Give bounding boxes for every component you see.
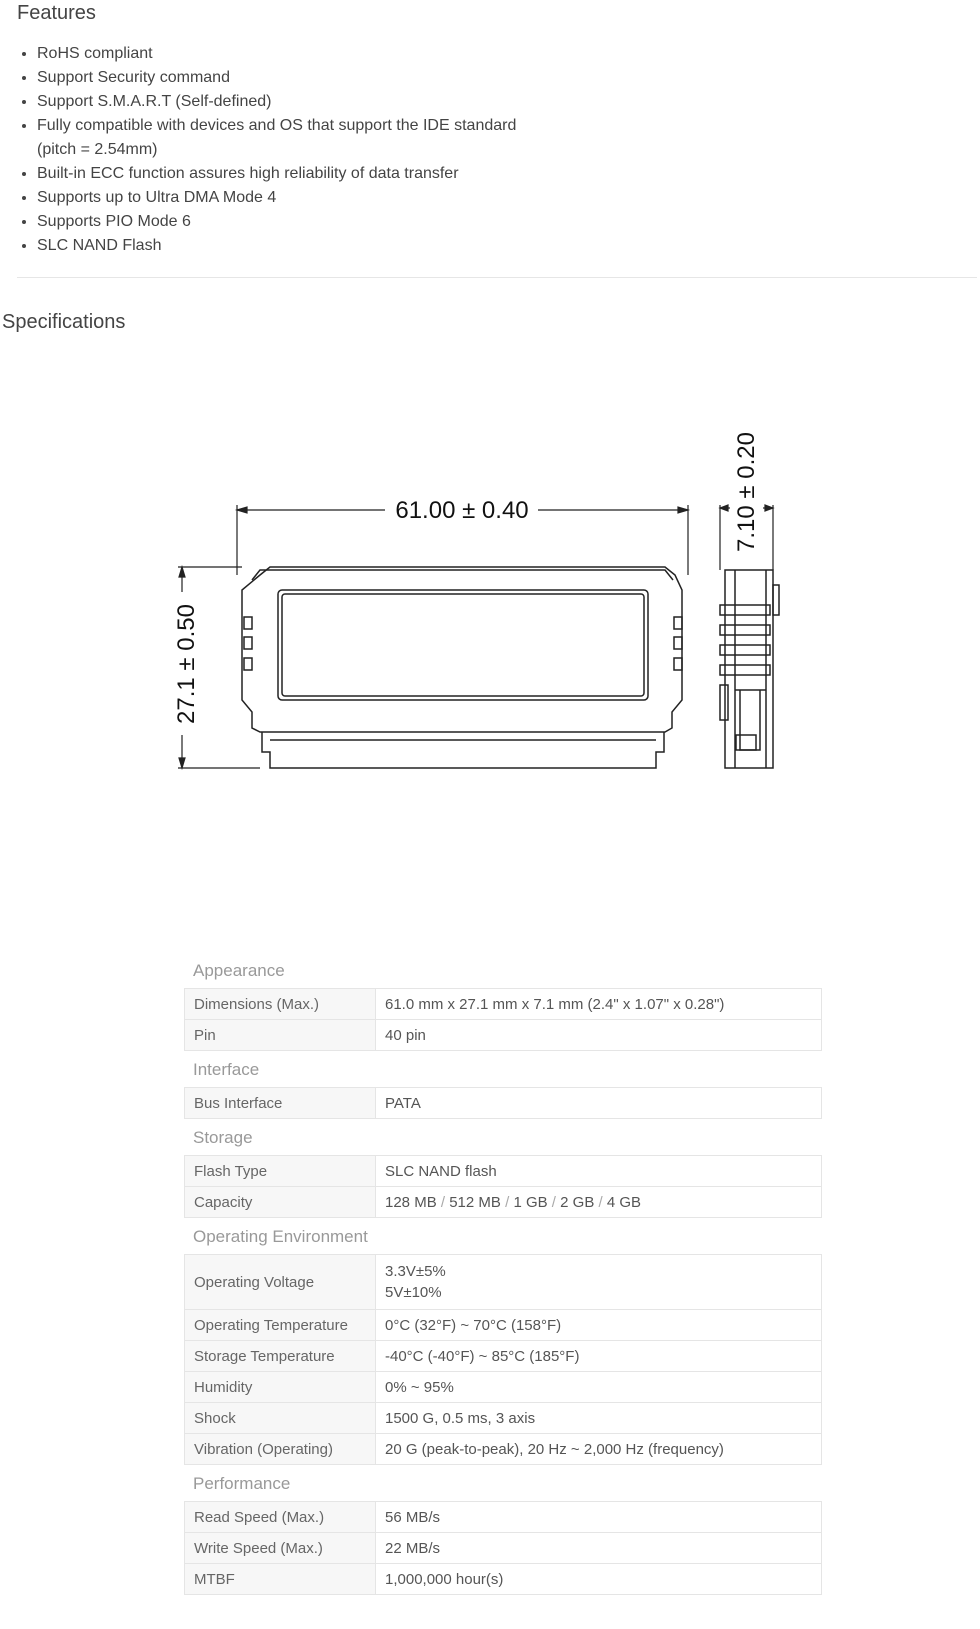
spec-value: 3.3V±5% 5V±10% xyxy=(376,1255,822,1310)
table-row xyxy=(185,1020,822,1051)
spec-label: Bus Interface xyxy=(185,1088,376,1119)
width-dimension-label: 61.00 ± 0.40 xyxy=(395,497,529,524)
spec-value: 61.0 mm x 27.1 mm x 7.1 mm (2.4" x 1.07" x 0.28") xyxy=(376,989,822,1020)
table-row xyxy=(185,1564,822,1595)
spec-label: Capacity xyxy=(185,1187,376,1218)
capacity-option: 4 GB xyxy=(606,1193,642,1211)
spec-value: 1,000,000 hour(s) xyxy=(376,1564,822,1595)
spec-table-environment xyxy=(184,1254,822,1465)
table-row xyxy=(185,1502,822,1533)
feature-item: • Built-in ECC function assures high reliability of data transfer xyxy=(37,162,516,186)
spec-table-interface xyxy=(184,1087,822,1119)
table-row xyxy=(185,1255,822,1310)
spec-value xyxy=(376,1187,822,1218)
feature-item: • RoHS compliant xyxy=(37,42,516,66)
spec-label: Dimensions (Max.) xyxy=(185,989,376,1020)
capacity-separator: / xyxy=(440,1193,446,1211)
features-list xyxy=(17,42,516,258)
table-row xyxy=(185,1434,822,1465)
section-divider xyxy=(17,277,977,278)
feature-item: • SLC NAND Flash xyxy=(37,234,516,258)
table-row xyxy=(185,1341,822,1372)
spec-label: Flash Type xyxy=(185,1156,376,1187)
spec-label: MTBF xyxy=(185,1564,376,1595)
table-row xyxy=(185,1533,822,1564)
spec-label: Pin xyxy=(185,1020,376,1051)
spec-value: 56 MB/s xyxy=(376,1502,822,1533)
spec-label: Humidity xyxy=(185,1372,376,1403)
spec-label: Write Speed (Max.) xyxy=(185,1533,376,1564)
spec-value: 0°C (32°F) ~ 70°C (158°F) xyxy=(376,1310,822,1341)
feature-item: • Supports up to Ultra DMA Mode 4 xyxy=(37,186,516,210)
feature-item: • Support S.M.A.R.T (Self-defined) xyxy=(37,90,516,114)
spec-value: SLC NAND flash xyxy=(376,1156,822,1187)
spec-group-title-storage: Storage xyxy=(193,1128,253,1147)
table-row xyxy=(185,1088,822,1119)
capacity-option: 512 MB xyxy=(449,1193,501,1211)
capacity-option: 128 MB xyxy=(385,1193,437,1211)
spec-label: Read Speed (Max.) xyxy=(185,1502,376,1533)
table-row xyxy=(185,989,822,1020)
table-row xyxy=(185,1403,822,1434)
features-heading: Features xyxy=(17,2,96,24)
spec-value: PATA xyxy=(376,1088,822,1119)
spec-table-container xyxy=(184,958,822,1599)
thickness-dimension-label: 7.10 ± 0.20 xyxy=(733,432,760,552)
spec-value: 0% ~ 95% xyxy=(376,1372,822,1403)
spec-value: 1500 G, 0.5 ms, 3 axis xyxy=(376,1403,822,1434)
table-row xyxy=(185,1310,822,1341)
height-dimension-label: 27.1 ± 0.50 xyxy=(173,604,200,724)
table-row xyxy=(185,1156,822,1187)
spec-group-title-environment: Operating Environment xyxy=(193,1227,368,1246)
capacity-separator: / xyxy=(505,1193,510,1211)
capacity-option: 2 GB xyxy=(560,1193,595,1211)
spec-group-title-interface: Interface xyxy=(193,1060,260,1079)
spec-table-performance xyxy=(184,1501,822,1595)
feature-item: • Fully compatible with devices and OS that support the IDE standard (pitch = 2.54mm) xyxy=(37,114,516,162)
spec-group-title-appearance: Appearance xyxy=(193,961,285,980)
spec-value: 22 MB/s xyxy=(376,1533,822,1564)
spec-label: Operating Temperature xyxy=(185,1310,376,1341)
spec-label: Vibration (Operating) xyxy=(185,1434,376,1465)
feature-item-continuation: (pitch = 2.54mm) xyxy=(37,141,158,158)
dimension-drawing xyxy=(170,430,830,810)
feature-item: • Support Security command xyxy=(37,66,516,90)
spec-group-title-performance: Performance xyxy=(193,1474,291,1493)
specifications-heading: Specifications xyxy=(2,311,126,333)
feature-item: • Supports PIO Mode 6 xyxy=(37,210,516,234)
capacity-option: 1 GB xyxy=(513,1193,548,1211)
capacity-separator: / xyxy=(598,1193,603,1211)
spec-value: 20 G (peak-to-peak), 20 Hz ~ 2,000 Hz (frequency) xyxy=(376,1434,822,1465)
spec-label: Shock xyxy=(185,1403,376,1434)
table-row xyxy=(185,1187,822,1218)
spec-label: Storage Temperature xyxy=(185,1341,376,1372)
capacity-separator: / xyxy=(551,1193,556,1211)
spec-table-storage xyxy=(184,1155,822,1218)
spec-table-appearance xyxy=(184,988,822,1051)
table-row xyxy=(185,1372,822,1403)
spec-value: -40°C (-40°F) ~ 85°C (185°F) xyxy=(376,1341,822,1372)
spec-label: Operating Voltage xyxy=(185,1255,376,1310)
spec-value: 40 pin xyxy=(376,1020,822,1051)
